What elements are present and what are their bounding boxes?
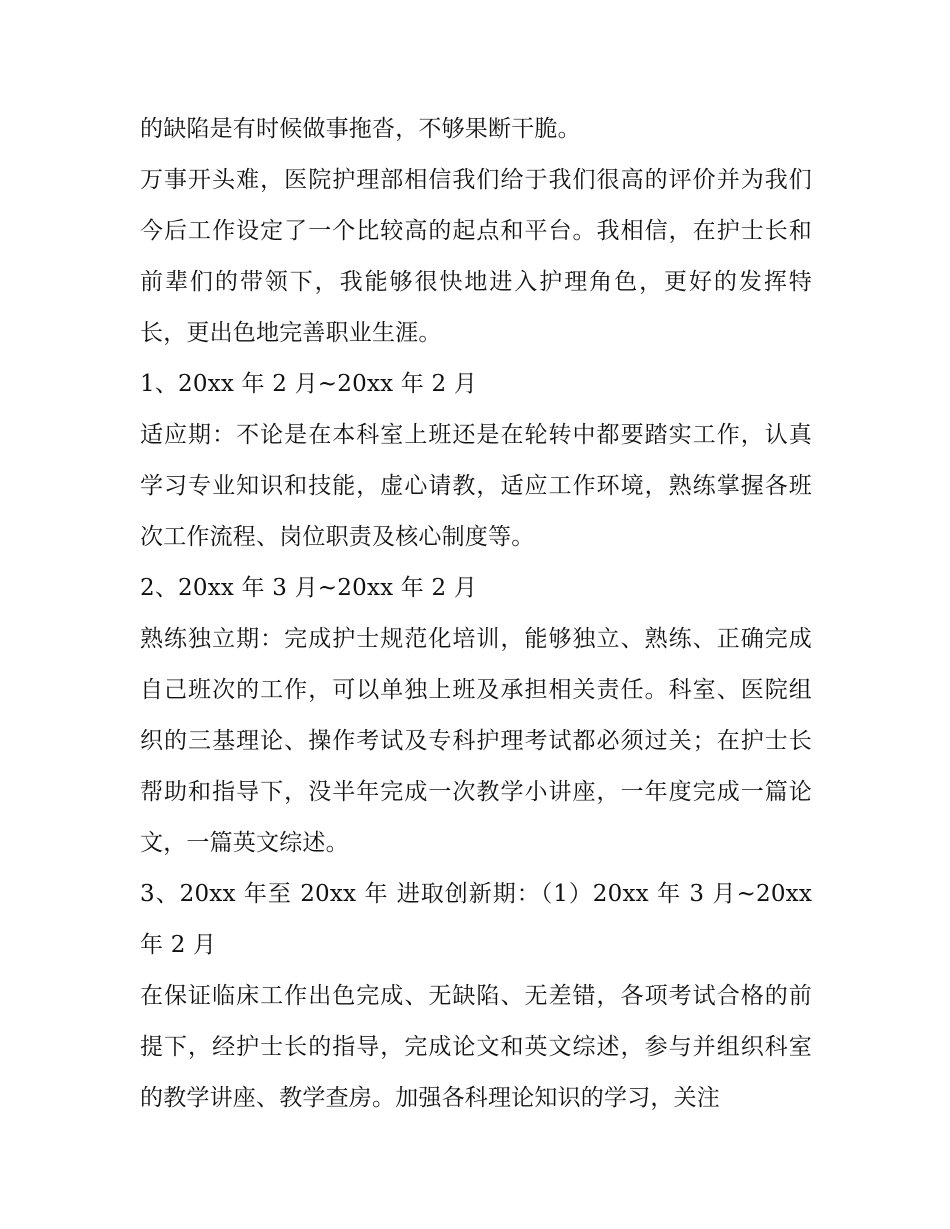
heading-stage-2: 2、20xx 年 3 月~20xx 年 2 月	[140, 575, 478, 601]
heading-stage-1: 1、20xx 年 2 月~20xx 年 2 月	[140, 371, 478, 397]
paragraph-adaptation-period: 适应期：不论是在本科室上班还是在轮转中都要踏实工作，认真学习专业知识和技能，虚心请教，适应工作环境，熟练掌握各班次工作流程、岗位职责及核心制度等。	[140, 422, 812, 550]
paragraph-independent-period: 熟练独立期：完成护士规范化培训，能够独立、熟练、正确完成自己班次的工作，可以单独上班及承担相关责任。科室、医院组织的三基理论、操作考试及专科护理考试都必须过关；在护士长帮助和指导下，没半年完成一次教学小讲座，一年度完成一篇论文，一篇英文综述。	[140, 626, 812, 856]
paragraph-shortcomings: 的缺陷是有时候做事拖沓，不够果断干脆。	[140, 116, 581, 142]
heading-stage-3: 3、20xx 年至 20xx 年 进取创新期：（1）20xx 年 3 月~20xx 年 2 月	[140, 881, 812, 958]
paragraph-start-difficult: 万事开头难，医院护理部相信我们给于我们很高的评价并为我们今后工作设定了一个比较高的起点和平台。我相信，在护士长和前辈们的带领下，我能够很快地进入护理角色，更好的发挥特长，更出色地完善职业生涯。	[140, 167, 812, 346]
paragraph-innovation-period: 在保证临床工作出色完成、无缺陷、无差错，各项考试合格的前提下，经护士长的指导，完成论文和英文综述，参与并组织科室的教学讲座、教学查房。加强各科理论知识的学习，关注	[140, 983, 812, 1111]
document-body	[140, 104, 812, 1124]
